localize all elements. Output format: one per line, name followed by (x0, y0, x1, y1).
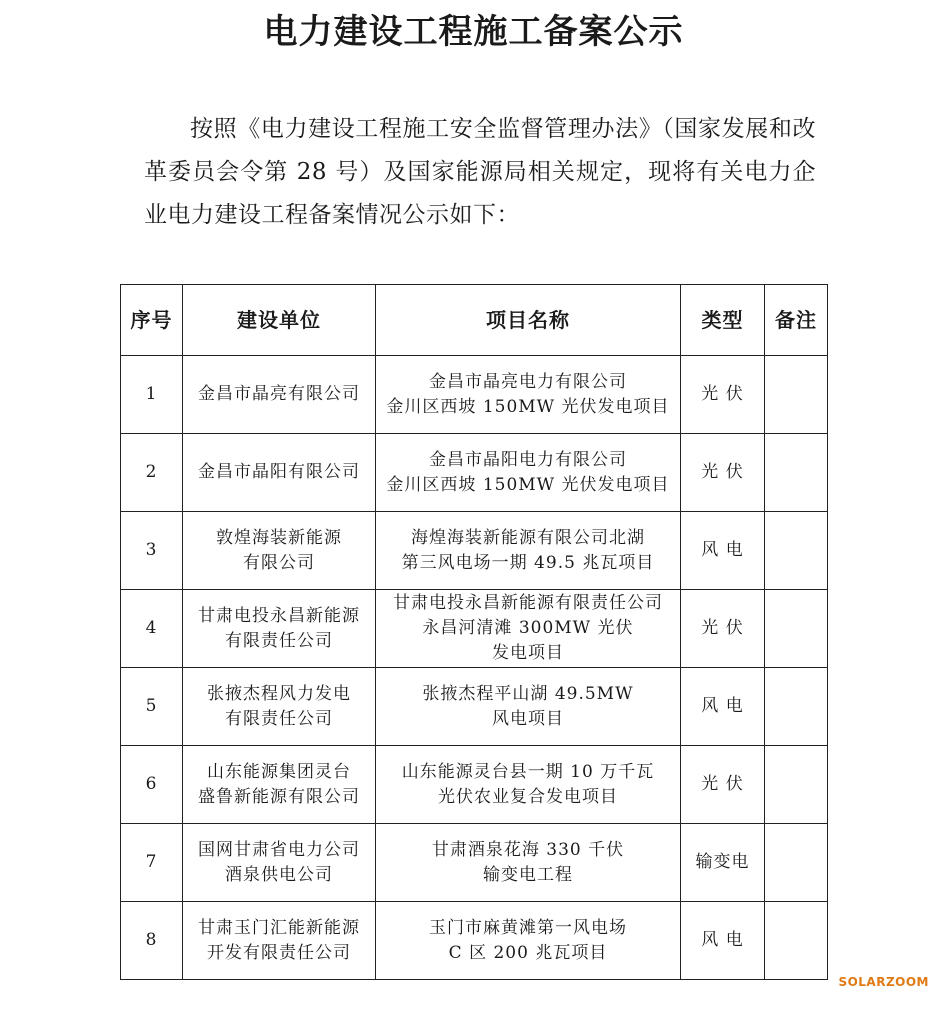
cell-unit-line: 山东能源集团灵台 (207, 761, 351, 782)
header-note: 备注 (765, 285, 828, 356)
header-type: 类型 (681, 285, 765, 356)
cell-unit-line: 甘肃玉门汇能新能源 (198, 917, 360, 938)
cell-seq: 4 (121, 590, 183, 668)
intro-paragraph: 按照《电力建设工程施工安全监督管理办法》（国家发展和改革委员会令第 28 号）及国家能源局相关规定，现将有关电力企业电力建设工程备案情况公示如下： (144, 116, 816, 228)
cell-seq: 3 (121, 512, 183, 590)
cell-unit (183, 356, 376, 434)
table-row (121, 902, 828, 980)
cell-project (376, 512, 681, 590)
cell-project-line: 山东能源灵台县一期 10 万千瓦 (401, 761, 655, 782)
cell-project-line: 永昌河清滩 300MW 光伏 (422, 618, 634, 638)
table-row (121, 512, 828, 590)
cell-project-line: 金川区西坡 150MW 光伏发电项目 (386, 474, 670, 495)
cell-unit-line: 有限公司 (243, 552, 315, 573)
cell-unit (183, 590, 376, 668)
cell-type: 光 伏 (681, 356, 765, 434)
table-row (121, 746, 828, 824)
cell-unit-line: 盛鲁新能源有限公司 (198, 786, 360, 807)
cell-unit-line: 金昌市晶亮有限公司 (198, 384, 360, 404)
cell-seq: 6 (121, 746, 183, 824)
cell-unit-line: 国网甘肃省电力公司 (198, 839, 360, 860)
cell-note (765, 434, 828, 512)
cell-seq: 7 (121, 824, 183, 902)
cell-note (765, 902, 828, 980)
cell-type: 光 伏 (681, 434, 765, 512)
cell-unit-line: 有限责任公司 (225, 708, 333, 729)
cell-note (765, 512, 828, 590)
watermark-logo: SOLARZOOM (838, 975, 929, 989)
cell-type: 输变电 (681, 824, 765, 902)
cell-unit-line: 酒泉供电公司 (225, 864, 333, 885)
header-project: 项目名称 (376, 285, 681, 356)
cell-type: 风 电 (681, 902, 765, 980)
cell-project (376, 434, 681, 512)
cell-note (765, 668, 828, 746)
cell-unit-line: 张掖杰程风力发电 (207, 683, 351, 704)
cell-type: 光 伏 (681, 590, 765, 668)
cell-seq: 5 (121, 668, 183, 746)
table-row (121, 824, 828, 902)
cell-project-line: 甘肃酒泉花海 330 千伏 (431, 839, 625, 860)
cell-unit-line: 有限责任公司 (225, 630, 333, 651)
cell-project-line: 风电项目 (492, 708, 564, 729)
cell-project-line: 第三风电场一期 49.5 兆瓦项目 (401, 552, 655, 573)
cell-project (376, 824, 681, 902)
cell-project-line: 金昌市晶阳电力有限公司 (429, 449, 627, 470)
table-row (121, 356, 828, 434)
filing-table (120, 284, 828, 980)
cell-unit (183, 668, 376, 746)
cell-unit (183, 902, 376, 980)
cell-project (376, 668, 681, 746)
cell-project-line: 发电项目 (492, 643, 564, 663)
cell-seq: 2 (121, 434, 183, 512)
cell-type: 风 电 (681, 668, 765, 746)
cell-project-line: 金川区西坡 150MW 光伏发电项目 (386, 396, 670, 417)
header-seq: 序号 (121, 285, 183, 356)
cell-project-line: 海煌海装新能源有限公司北湖 (411, 527, 645, 548)
cell-project (376, 746, 681, 824)
cell-note (765, 590, 828, 668)
table-body (121, 356, 828, 980)
cell-project-line: 金昌市晶亮电力有限公司 (429, 371, 627, 392)
cell-seq: 8 (121, 902, 183, 980)
table-header-row (121, 285, 828, 356)
cell-unit (183, 746, 376, 824)
cell-unit-line: 甘肃电投永昌新能源 (198, 605, 360, 626)
cell-unit-line: 金昌市晶阳有限公司 (198, 462, 360, 482)
cell-note (765, 824, 828, 902)
header-unit: 建设单位 (183, 285, 376, 356)
table-row (121, 668, 828, 746)
table-row (121, 434, 828, 512)
cell-project (376, 902, 681, 980)
cell-unit-line: 敦煌海装新能源 (216, 527, 342, 548)
cell-unit-line: 开发有限责任公司 (207, 942, 351, 963)
cell-seq: 1 (121, 356, 183, 434)
cell-note (765, 356, 828, 434)
cell-unit (183, 512, 376, 590)
cell-unit (183, 434, 376, 512)
cell-project (376, 590, 681, 668)
cell-project-line: 输变电工程 (483, 864, 573, 885)
cell-project-line: 张掖杰程平山湖 49.5MW (422, 683, 634, 704)
cell-project-line: 玉门市麻黄滩第一风电场 (429, 917, 627, 938)
table-row (121, 590, 828, 668)
cell-project-line: 光伏农业复合发电项目 (438, 786, 618, 807)
cell-note (765, 746, 828, 824)
cell-type: 光 伏 (681, 746, 765, 824)
cell-unit (183, 824, 376, 902)
cell-project-line: C 区 200 兆瓦项目 (448, 942, 608, 963)
cell-project-line: 甘肃电投永昌新能源有限责任公司 (393, 593, 663, 613)
cell-project (376, 356, 681, 434)
document-title: 电力建设工程施工备案公示 (263, 12, 684, 52)
cell-type: 风 电 (681, 512, 765, 590)
